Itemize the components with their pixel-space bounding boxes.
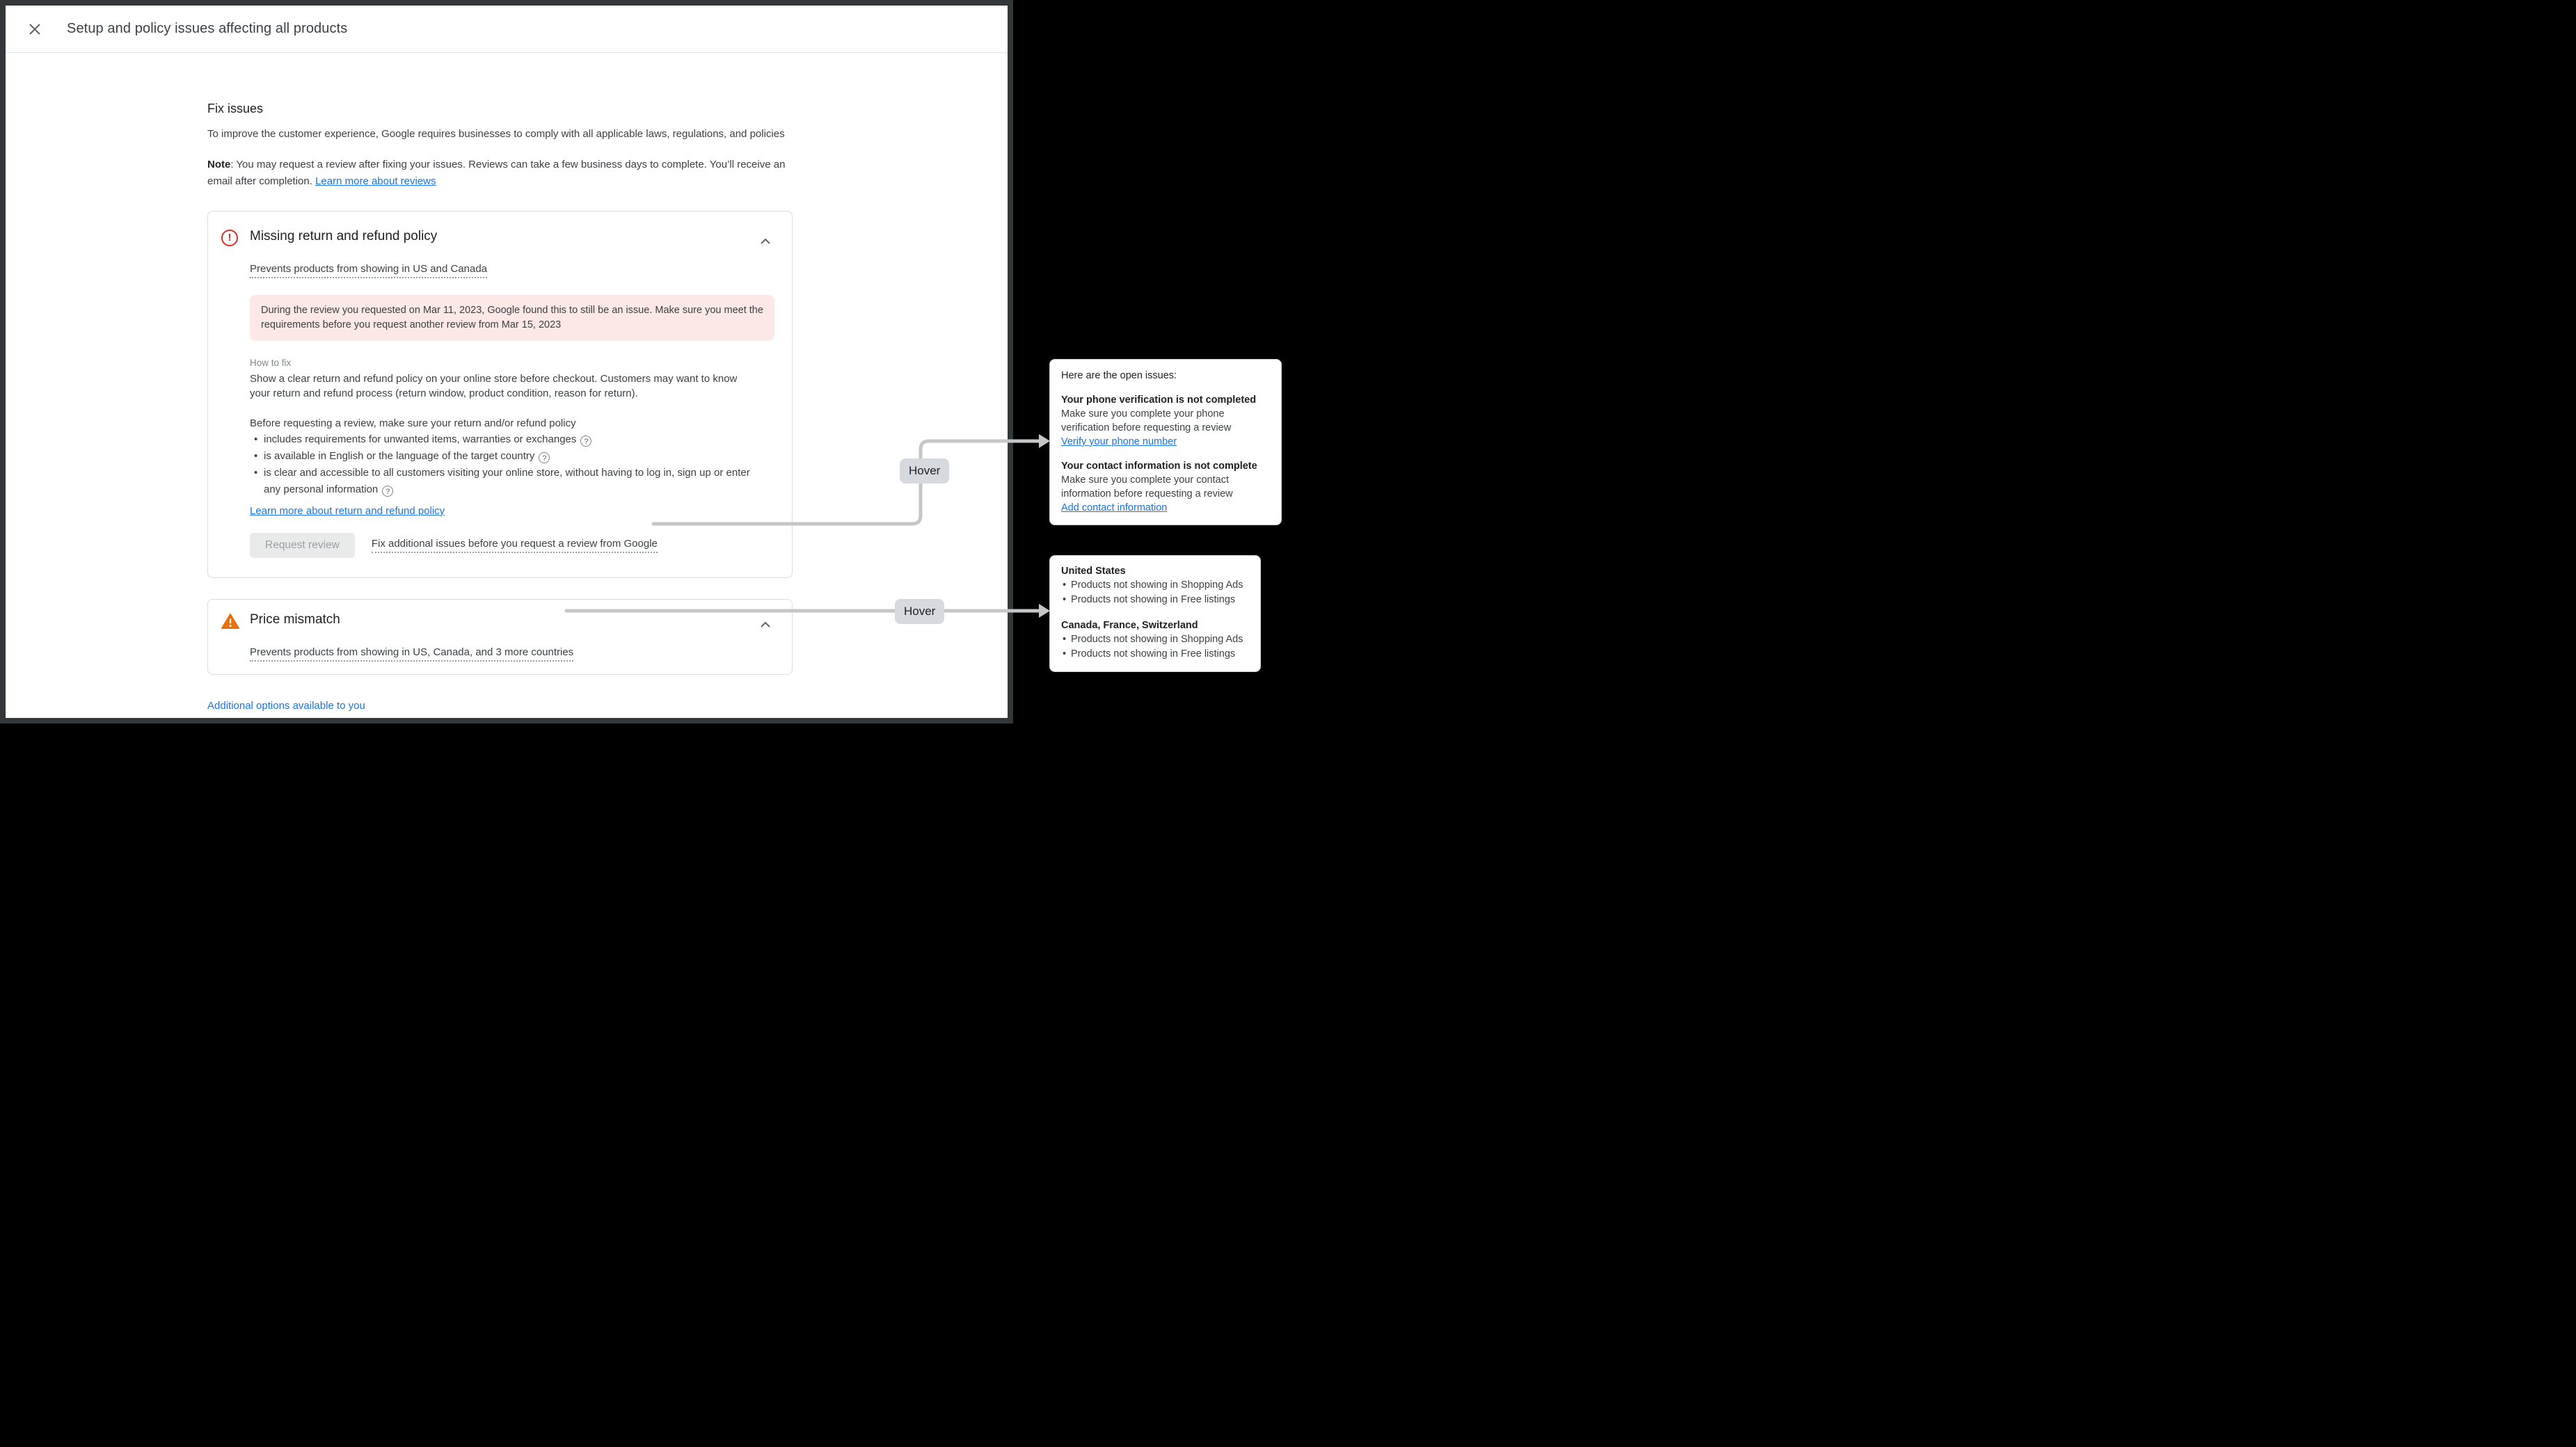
error-icon — [221, 230, 238, 246]
tooltip-intro: Here are the open issues: — [1061, 370, 1177, 381]
checklist-item — [250, 465, 768, 498]
country-issue-list — [1061, 632, 1249, 662]
countries-tooltip — [1049, 555, 1261, 672]
warning-icon — [221, 613, 238, 630]
policy-checklist — [250, 431, 768, 498]
open-issue-title: Your contact information is not complete — [1061, 461, 1257, 472]
country-issue-text: Products not showing in Free listings — [1071, 594, 1236, 605]
intro-paragraph: To improve the customer experience, Google requires businesses to comply with all applicable laws, regulations, and policies — [207, 128, 785, 140]
note-label: Note — [207, 159, 231, 170]
warning-triangle-icon — [221, 613, 239, 630]
country-issue-text: Products not showing in Shopping Ads — [1071, 634, 1243, 645]
how-to-fix-label: How to fix — [250, 358, 292, 368]
checklist-item-text: is clear and accessible to all customers visiting your online store, without having to log in, sign up or enter any personal information — [264, 467, 750, 495]
checklist-intro: Before requesting a review, make sure your return and/or refund policy — [250, 417, 576, 429]
country-issue-item — [1061, 647, 1249, 662]
note-text: : You may request a review after fixing your issues. Reviews can take a few business days to complete. You’ll receive an email after completion. — [207, 159, 786, 187]
chevron-up-icon — [757, 233, 774, 250]
review-status-banner: During the review you requested on Mar 11, 2023, Google found this to still be an issue. Make sure you meet the requirements before you request another review from Mar 15, 2023 — [250, 295, 774, 341]
hover-label-2: Hover — [895, 599, 944, 624]
open-issues-tooltip — [1049, 359, 1282, 525]
country-issue-text: Products not showing in Shopping Ads — [1071, 579, 1243, 591]
country-issue-item — [1061, 632, 1249, 647]
country-issue-item — [1061, 578, 1249, 593]
country-group — [1061, 564, 1249, 607]
verify-phone-link[interactable]: Verify your phone number — [1061, 436, 1177, 447]
country-group-title: United States — [1061, 566, 1126, 577]
dialog-header — [6, 6, 1008, 53]
chevron-up-icon — [757, 616, 774, 633]
additional-options-link[interactable]: Additional options available to you — [207, 700, 365, 712]
open-issue-body: Make sure you complete your phone verification before requesting a review — [1061, 408, 1232, 433]
issue-card-body — [208, 295, 792, 577]
issue-title: Missing return and refund policy — [250, 229, 438, 243]
add-contact-info-link[interactable]: Add contact information — [1061, 502, 1168, 513]
checklist-item-text: includes requirements for unwanted items, warranties or exchanges — [264, 433, 577, 445]
country-issue-list — [1061, 578, 1249, 607]
help-icon[interactable]: ? — [539, 452, 550, 463]
fix-additional-issues-hover-target[interactable]: Fix additional issues before you request a review from Google — [372, 538, 658, 553]
issue-card-missing-return-policy — [207, 211, 793, 578]
country-issue-text: Products not showing in Free listings — [1071, 648, 1236, 659]
help-icon[interactable]: ? — [580, 435, 591, 447]
screenshot-canvas — [0, 0, 1288, 724]
checklist-item-text: is available in English or the language of the target country — [264, 450, 535, 462]
issue-card-heading-text — [250, 612, 756, 662]
open-issue-title: Your phone verification is not completed — [1061, 394, 1257, 406]
issue-card-header — [208, 600, 792, 674]
issue-card-heading-text — [250, 229, 756, 278]
dialog-title: Setup and policy issues affecting all products — [67, 21, 348, 36]
dialog-content — [6, 53, 1008, 712]
collapse-card-button[interactable] — [756, 615, 775, 637]
note-paragraph — [207, 157, 804, 190]
learn-more-reviews-link[interactable]: Learn more about reviews — [315, 175, 436, 187]
close-button[interactable] — [24, 18, 46, 40]
country-group — [1061, 618, 1249, 662]
open-issue-item — [1061, 393, 1270, 449]
section-heading: Fix issues — [207, 102, 264, 115]
dialog-window — [0, 0, 1013, 724]
country-issue-item — [1061, 593, 1249, 607]
issue-subtitle-hover-target[interactable]: Prevents products from showing in US and Canada — [250, 263, 487, 278]
arrowhead-countries — [1039, 604, 1050, 618]
issue-title: Price mismatch — [250, 612, 340, 627]
close-icon — [28, 22, 42, 36]
country-group-title: Canada, France, Switzerland — [1061, 620, 1198, 631]
arrowhead-open-issues — [1039, 434, 1050, 448]
error-icon-glyph: ! — [221, 230, 238, 246]
help-icon[interactable]: ? — [382, 486, 393, 497]
request-review-row — [250, 533, 774, 558]
issue-subtitle-hover-target[interactable]: Prevents products from showing in US, Canada, and 3 more countries — [250, 646, 573, 662]
hover-label-1: Hover — [900, 458, 949, 483]
request-review-button[interactable]: Request review — [250, 533, 355, 558]
checklist-item — [250, 431, 768, 448]
open-issue-body: Make sure you complete your contact information before requesting a review — [1061, 474, 1233, 499]
collapse-card-button[interactable] — [756, 232, 775, 253]
checklist-item — [250, 448, 768, 465]
issue-card-header — [208, 211, 792, 278]
issue-card-price-mismatch — [207, 599, 793, 675]
how-to-fix-body: Show a clear return and refund policy on your online store before checkout. Customers may want to know your return and refund process (return window, product condition, reason for return). — [250, 373, 738, 399]
open-issue-item — [1061, 459, 1270, 515]
learn-more-return-policy-link[interactable]: Learn more about return and refund policy — [250, 505, 445, 517]
